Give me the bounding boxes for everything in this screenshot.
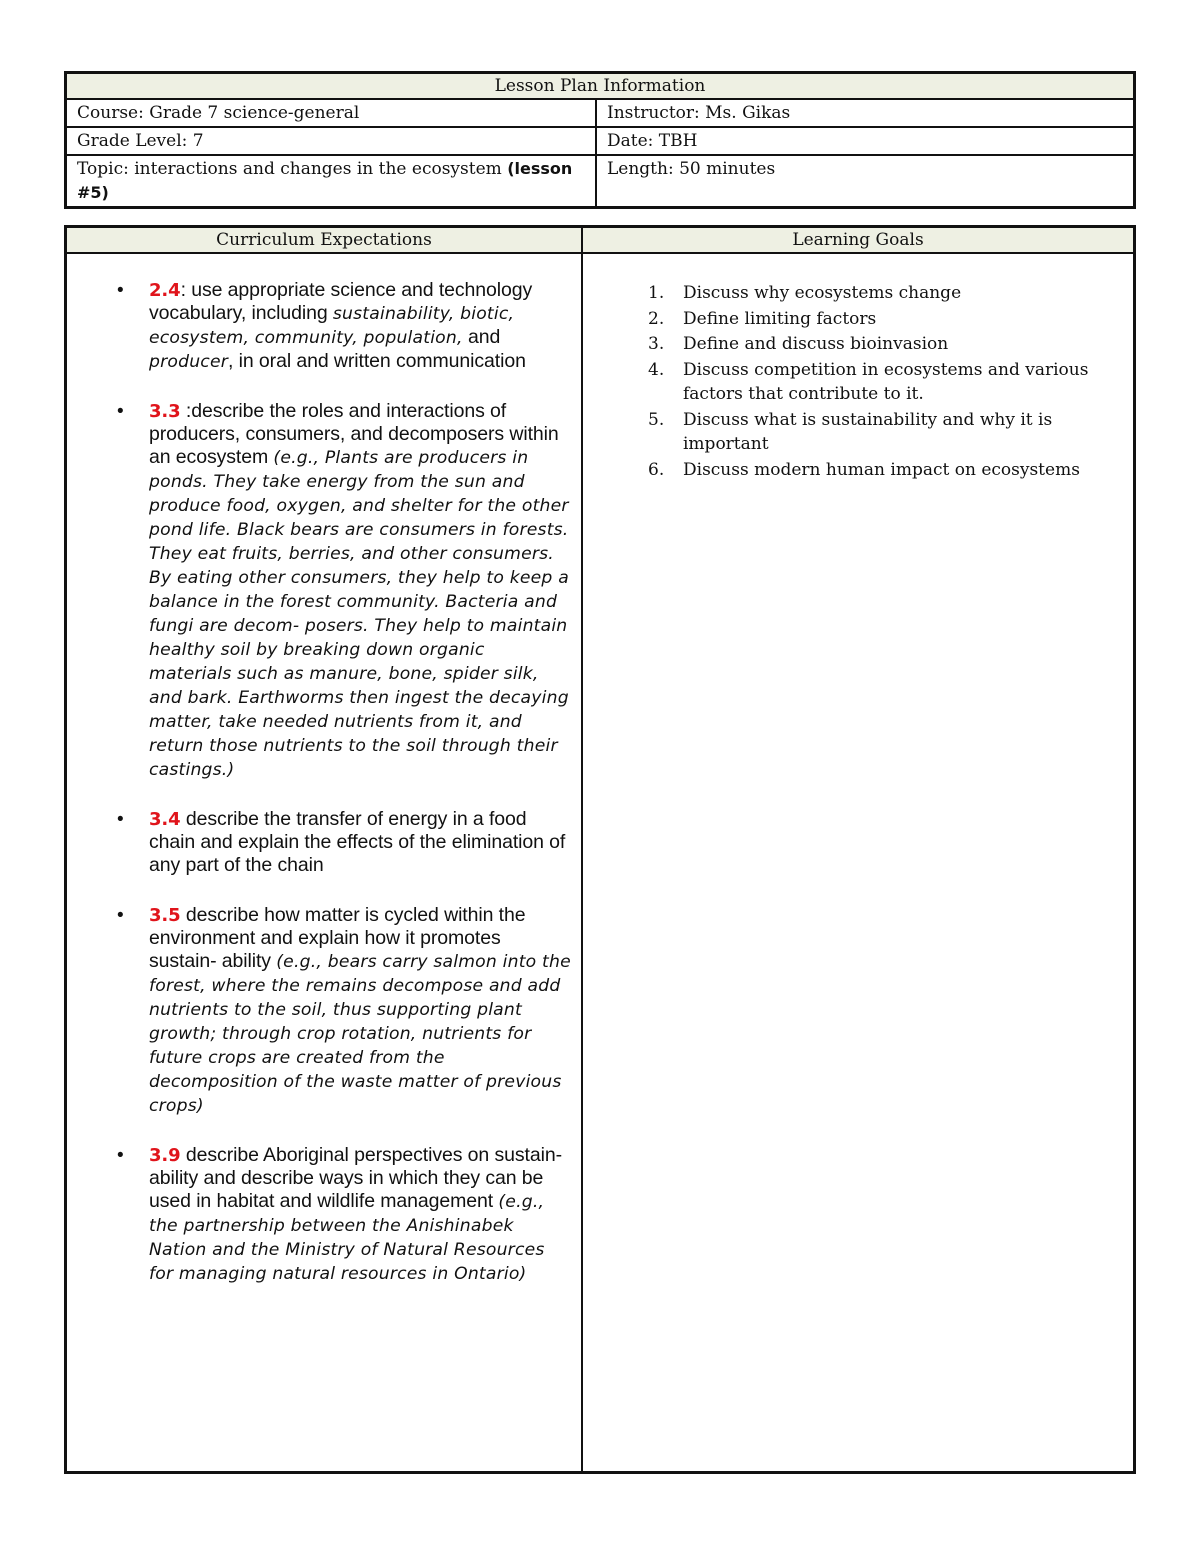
expectation-item — [77, 400, 571, 782]
goal-number: 6. — [648, 459, 665, 480]
expectation-text: :describe the roles and interactions of producers, consumers, and decomposers within an ecosystem — [149, 400, 559, 468]
goal-number: 4. — [648, 359, 665, 380]
expectation-example: (e.g., the partnership between the Anishinabek Nation and the Ministry of Natural Resources for managing natural resources in Ontario) — [149, 1192, 545, 1284]
curriculum-table — [64, 225, 1136, 1474]
bullet-icon: • — [117, 1145, 124, 1166]
learning-goal-item — [648, 358, 1123, 407]
expectation-item — [77, 1144, 571, 1286]
expectation-item — [77, 808, 571, 878]
expectation-text: describe the transfer of energy in a food chain and explain the effects of the elimination of any part of the chain — [149, 808, 566, 876]
bullet-icon: • — [117, 809, 124, 830]
length-cell: Length: 50 minutes — [596, 155, 1135, 208]
lesson-info-table — [64, 71, 1136, 209]
expectation-terms: sustainability, biotic, ecosystem, community, population, — [149, 304, 515, 348]
learning-goal-item — [648, 332, 1123, 357]
goal-text: Discuss competition in ecosystems and various factors that contribute to it. — [683, 359, 1089, 404]
curriculum-expectations-cell — [66, 253, 583, 1473]
goal-text: Discuss what is sustainability and why it is important — [683, 409, 1053, 454]
expectation-text-3: , in oral and written communication — [228, 350, 526, 372]
instructor-cell: Instructor: Ms. Gikas — [596, 99, 1135, 127]
bullet-icon: • — [117, 905, 124, 926]
expectation-text-2: and — [462, 326, 501, 348]
learning-goal-item — [648, 307, 1123, 332]
goal-number: 1. — [648, 283, 665, 303]
topic-lesson-number: (lesson #5) — [77, 159, 573, 202]
goal-number: 2. — [648, 308, 665, 329]
goal-text: Discuss why ecosystems change — [683, 283, 962, 303]
lesson-info-header: Lesson Plan Information — [66, 73, 1135, 100]
goal-number: 3. — [648, 334, 665, 354]
course-cell: Course: Grade 7 science-general — [66, 99, 597, 127]
expectation-terms-2: producer — [149, 352, 228, 372]
expectation-code: 3.5 — [149, 905, 181, 926]
expectation-item — [77, 279, 571, 374]
learning-goal-item — [648, 458, 1123, 483]
date-cell: Date: TBH — [596, 127, 1135, 155]
goal-text: Define limiting factors — [683, 308, 877, 329]
bullet-icon: • — [117, 280, 124, 301]
learning-goals-header: Learning Goals — [582, 227, 1135, 254]
expectation-code: 3.9 — [149, 1145, 181, 1166]
bullet-icon: • — [117, 401, 124, 422]
expectation-code: 3.3 — [149, 401, 181, 422]
expectation-text: describe Aboriginal perspectives on sustain- ability and describe ways in which they can be used in habitat and wildlife management — [149, 1144, 562, 1212]
expectation-text: describe how matter is cycled within the environment and explain how it promotes sustain- ability — [149, 904, 526, 972]
learning-goals-cell — [582, 253, 1135, 1473]
goal-text: Discuss modern human impact on ecosystems — [683, 459, 1080, 480]
learning-goals-list — [593, 281, 1123, 482]
goal-number: 5. — [648, 409, 665, 430]
grade-level-cell: Grade Level: 7 — [66, 127, 597, 155]
learning-goal-item — [648, 408, 1123, 457]
expectation-text: : use appropriate science and technology vocabulary, including — [149, 279, 533, 324]
expectation-code: 3.4 — [149, 809, 181, 830]
goal-text: Define and discuss bioinvasion — [683, 334, 949, 354]
expectation-example: (e.g., Plants are producers in ponds. They take energy from the sun and produce food, oxygen, and shelter for the other pond life. Black bears are consumers in forests. They eat fruits, berries, and other consumers. By eating other consumers, they help to keep a balance in the forest community. Bacteria and fungi are decom- posers. They help to maintain healthy soil by breaking down organic materials such as manure, bone, spider silk, and bark. Earthworms then ingest the decaying matter, take needed nutrients from it, and return those nutrients to the soil through their castings.) — [149, 448, 569, 780]
topic-cell — [66, 155, 597, 208]
curriculum-expectations-header: Curriculum Expectations — [66, 227, 583, 254]
learning-goal-item — [648, 281, 1123, 306]
expectations-list — [77, 279, 571, 1286]
expectation-item — [77, 904, 571, 1118]
expectation-example: (e.g., bears carry salmon into the forest, where the remains decompose and add nutrients to the soil, thus supporting plant growth; through crop rotation, nutrients for future crops are created from the decomposition of the waste matter of previous crops) — [149, 952, 571, 1116]
topic-text: Topic: interactions and changes in the ecosystem — [77, 159, 508, 179]
expectation-code: 2.4 — [149, 280, 181, 301]
